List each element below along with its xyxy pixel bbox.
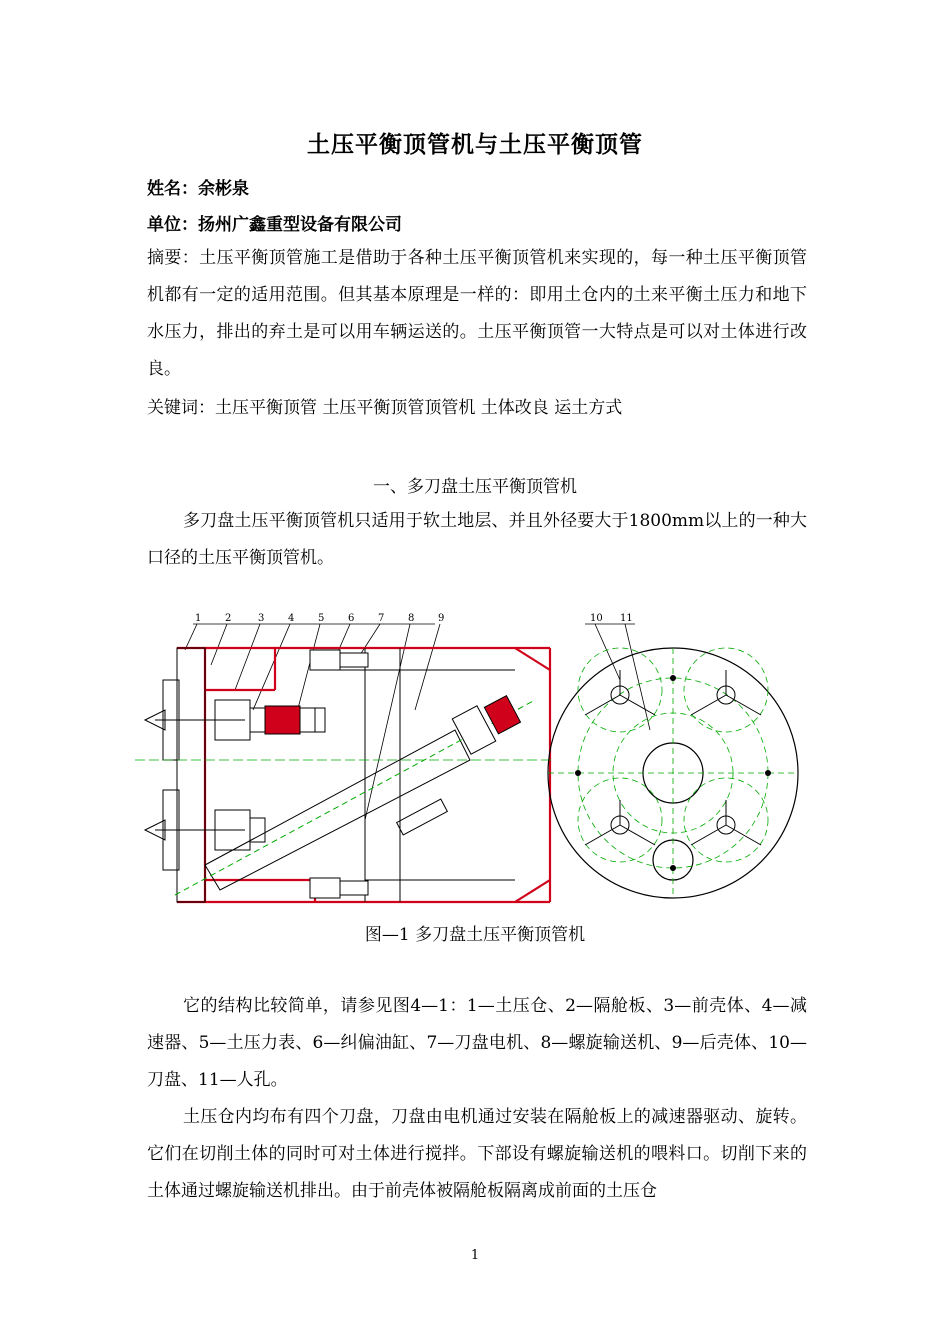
figure-caption: 图—1 多刀盘土压平衡顶管机: [364, 925, 586, 945]
callout-6: 6: [348, 613, 355, 624]
callout-1: 1: [195, 613, 202, 624]
structure-paragraph: 它的结构比较简单，请参见图4—1：1—土压仓、2—隔舱板、3—前壳体、4—减速器、5—土压力表、6—纠偏油缸、7—刀盘电机、8—螺旋输送机、9—后壳体、10—刀盘、11—人孔。: [147, 996, 807, 1090]
section-heading: 一、多刀盘土压平衡顶管机: [373, 477, 577, 497]
callout-7: 7: [378, 613, 385, 624]
keywords-line: 关键词：土压平衡顶管 土压平衡顶管顶管机 土体改良 运土方式: [147, 398, 623, 418]
abstract-paragraph: 摘要：土压平衡顶管施工是借助于各种土压平衡顶管机来实现的，每一种土压平衡顶管机都有一定的适用范围。但其基本原理是一样的：即用土仓内的土来平衡土压力和地下水压力，排出的弃土是可以用车辆运送的。土压平衡顶管一大特点是可以对土体进行改良。: [147, 248, 807, 379]
callout-10: 10: [590, 613, 603, 624]
callout-9: 9: [438, 613, 445, 624]
chamber-paragraph: 土压仓内均布有四个刀盘，刀盘由电机通过安装在隔舱板上的减速器驱动、旋转。它们在切削土体的同时可对土体进行搅拌。下部设有螺旋输送机的喂料口。切削下来的土体通过螺旋输送机排出。由于前壳体被隔舱板隔离成前面的土压仓: [147, 1107, 807, 1201]
callout-3: 3: [258, 613, 265, 624]
page-number: 1: [470, 1248, 480, 1263]
document-title: 土压平衡顶管机与土压平衡顶管: [307, 131, 643, 158]
section-paragraph: 多刀盘土压平衡顶管机只适用于软土地层、并且外径要大于1800mm以上的一种大口径的土压平衡顶管机。: [147, 511, 807, 568]
callout-8: 8: [408, 613, 415, 624]
callout-2: 2: [225, 613, 232, 624]
callout-11: 11: [620, 613, 633, 624]
callout-4: 4: [288, 613, 295, 624]
callout-5: 5: [318, 613, 325, 624]
callout-labels: [195, 613, 633, 624]
machine-drawing: [135, 610, 815, 910]
unit-line: 单位：扬州广鑫重型设备有限公司: [147, 215, 402, 235]
author-line: 姓名：余彬泉: [147, 179, 249, 199]
